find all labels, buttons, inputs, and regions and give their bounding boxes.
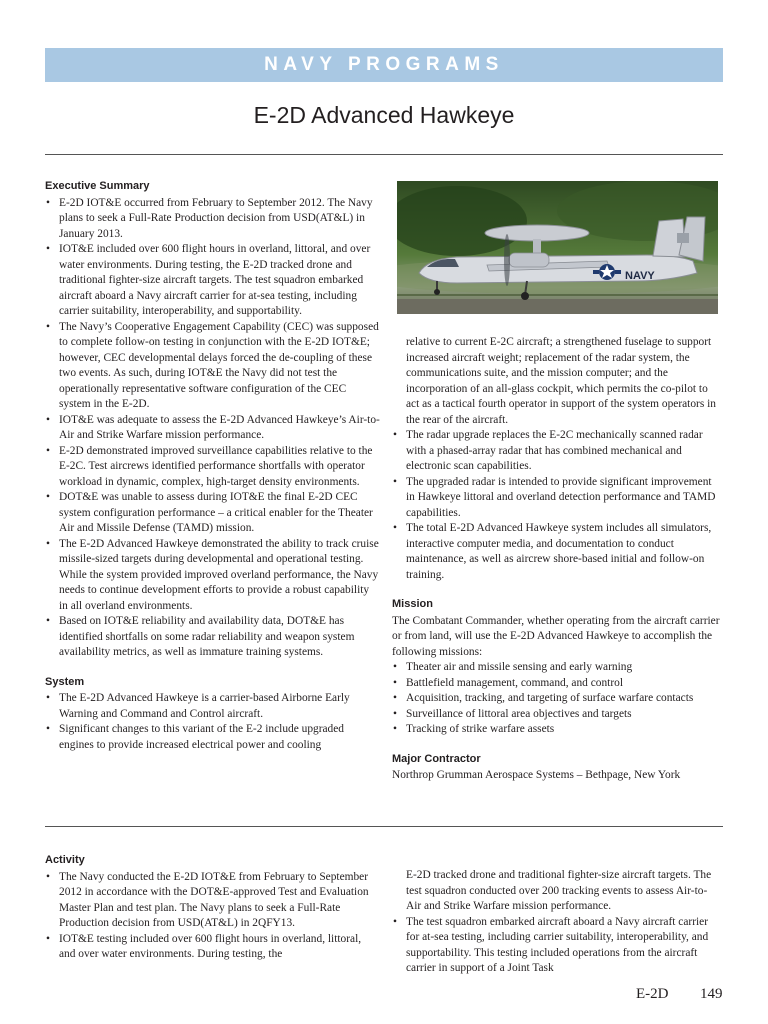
section-banner-text: NAVY PROGRAMS [264,54,504,75]
contractor-text: Northrop Grumman Aerospace Systems – Bethpage, New York [392,769,681,781]
middle-rule [45,826,723,827]
list-item: • IOT&E testing included over 600 flight hours in overland, littoral, and over water environments. During testing, the [45,932,380,963]
list-item: • Theater air and missile sensing and early warning [392,660,722,676]
contractor-heading: Major Contractor [392,752,481,765]
aircraft-photo [397,181,718,314]
activity-heading: Activity [45,854,85,866]
activity-continuation: E-2D tracked drone and traditional fighter-size aircraft targets. The test squadron conducted over 200 tracking events to assess Air-to-Air and Strike Warfare mission performance. [406,869,712,912]
activity-left-column [45,853,380,963]
list-item: • Surveillance of littoral area objectives and targets [392,707,722,723]
list-item: • DOT&E was unable to assess during IOT&E the final E-2D CEC system configuration performance – a critical enabler for the Theater Air and Missile Defense (TAMD) mission. [45,490,380,537]
activity-right-column [392,868,722,977]
list-item: • E-2D IOT&E occurred from February to September 2012. The Navy plans to seek a Full-Rate Production decision from USD(AT&L) in January 2013. [45,196,380,243]
list-item: • The test squadron embarked aircraft aboard a Navy aircraft carrier for at-sea testing, including carrier suitability, interoperability, and supportability. This testing included operations from the aircraft carrier in support of a Joint Task [392,915,722,977]
list-item: • The Navy conducted the E-2D IOT&E from February to September 2012 in accordance with the DOT&E-approved Test and Evaluation Master Plan and test plan. The Navy plans to seek a Full-Rate Production decision from USD(AT&L) in 2QFY13. [45,870,380,932]
executive-summary-heading: Executive Summary [45,180,150,192]
left-column-upper [45,179,380,753]
system-list-continued [392,428,722,583]
e2d-aircraft-image [397,181,718,314]
list-item: • Based on IOT&E reliability and availability data, DOT&E has identified shortfalls on some radar reliability and weapon system availability metrics, as well as immature training systems. [45,614,380,661]
list-item: • The E-2D Advanced Hawkeye is a carrier-based Airborne Early Warning and Command and Control aircraft. [45,691,380,722]
page-title: E-2D Advanced Hawkeye [253,102,515,128]
list-item: • IOT&E was adequate to assess the E-2D Advanced Hawkeye’s Air-to-Air and Strike Warfare mission performance. [45,413,380,444]
list-item: • Tracking of strike warfare assets [392,722,722,738]
list-item: • Battlefield management, command, and control [392,676,722,692]
list-item: • E-2D demonstrated improved surveillance capabilities relative to the E-2C. Test aircrews identified performance shortfalls with operator workload in dynamic, complex, high-target density environments. [45,444,380,491]
list-item: • The total E-2D Advanced Hawkeye system includes all simulators, interactive computer media, and documentation to conduct maintenance, as well as aircrew shore-based initial and follow-on training. [392,521,722,583]
list-item: • IOT&E included over 600 flight hours in overland, littoral, and over water environments. During testing, the E-2D tracked drone and traditional fighter-size aircraft targets. The test squadron embarked aircraft aboard a Navy aircraft carrier for at-sea testing, including carrier suitability, interoperability, and supportability. [45,242,380,320]
list-item: • Acquisition, tracking, and targeting of surface warfare contacts [392,691,722,707]
top-rule [45,154,723,155]
system-heading: System [45,675,85,688]
mission-heading: Mission [392,598,433,610]
activity-list [45,870,380,963]
section-banner [45,48,723,82]
footer-page-number: 149 [700,986,723,1002]
fuselage-lettering: NAVY [625,270,655,282]
list-item: • Significant changes to this variant of the E-2 include upgraded engines to provide increased electrical power and cooling [45,722,380,753]
mission-intro: The Combatant Commander, whether operating from the aircraft carrier or from land, will use the E-2D Advanced Hawkeye to accomplish the following missions: [392,614,720,658]
system-list [45,691,380,753]
executive-summary-list [45,196,380,661]
footer-program: E-2D [636,986,669,1002]
list-item: • The E-2D Advanced Hawkeye demonstrated the ability to track cruise missile-sized targets during developmental and operational testing. While the system provided improved overland performance, the Navy needs to continue development efforts to provide a robust capability in all overland environments. [45,537,380,615]
system-continuation: relative to current E-2C aircraft; a strengthened fuselage to support increased aircraft weight; replacement of the radar system, the communications suite, and the mission computer; and the incorporation of an all-glass cockpit, which permits the co-pilot to act as a tactical fourth operator in support of the system operators in the rear of the aircraft. [406,336,716,426]
activity-list-continued [392,915,722,977]
list-item: • The radar upgrade replaces the E-2C mechanically scanned radar with a phased-array radar that has combined mechanical and electronic scan capabilities. [392,428,722,475]
list-item: • The Navy’s Cooperative Engagement Capability (CEC) was supposed to complete follow-on testing in conjunction with the E-2D IOT&E; however, CEC developmental delays forced the de-coupling of these two events. As such, during IOT&E the Navy did not test the operationally representative software configuration of the CEC system in the E-2D. [45,320,380,413]
mission-list [392,660,722,738]
right-column-upper [392,335,722,784]
list-item: • The upgraded radar is intended to provide significant improvement in Hawkeye littoral and overland detection performance and TAMD capabilities. [392,475,722,522]
